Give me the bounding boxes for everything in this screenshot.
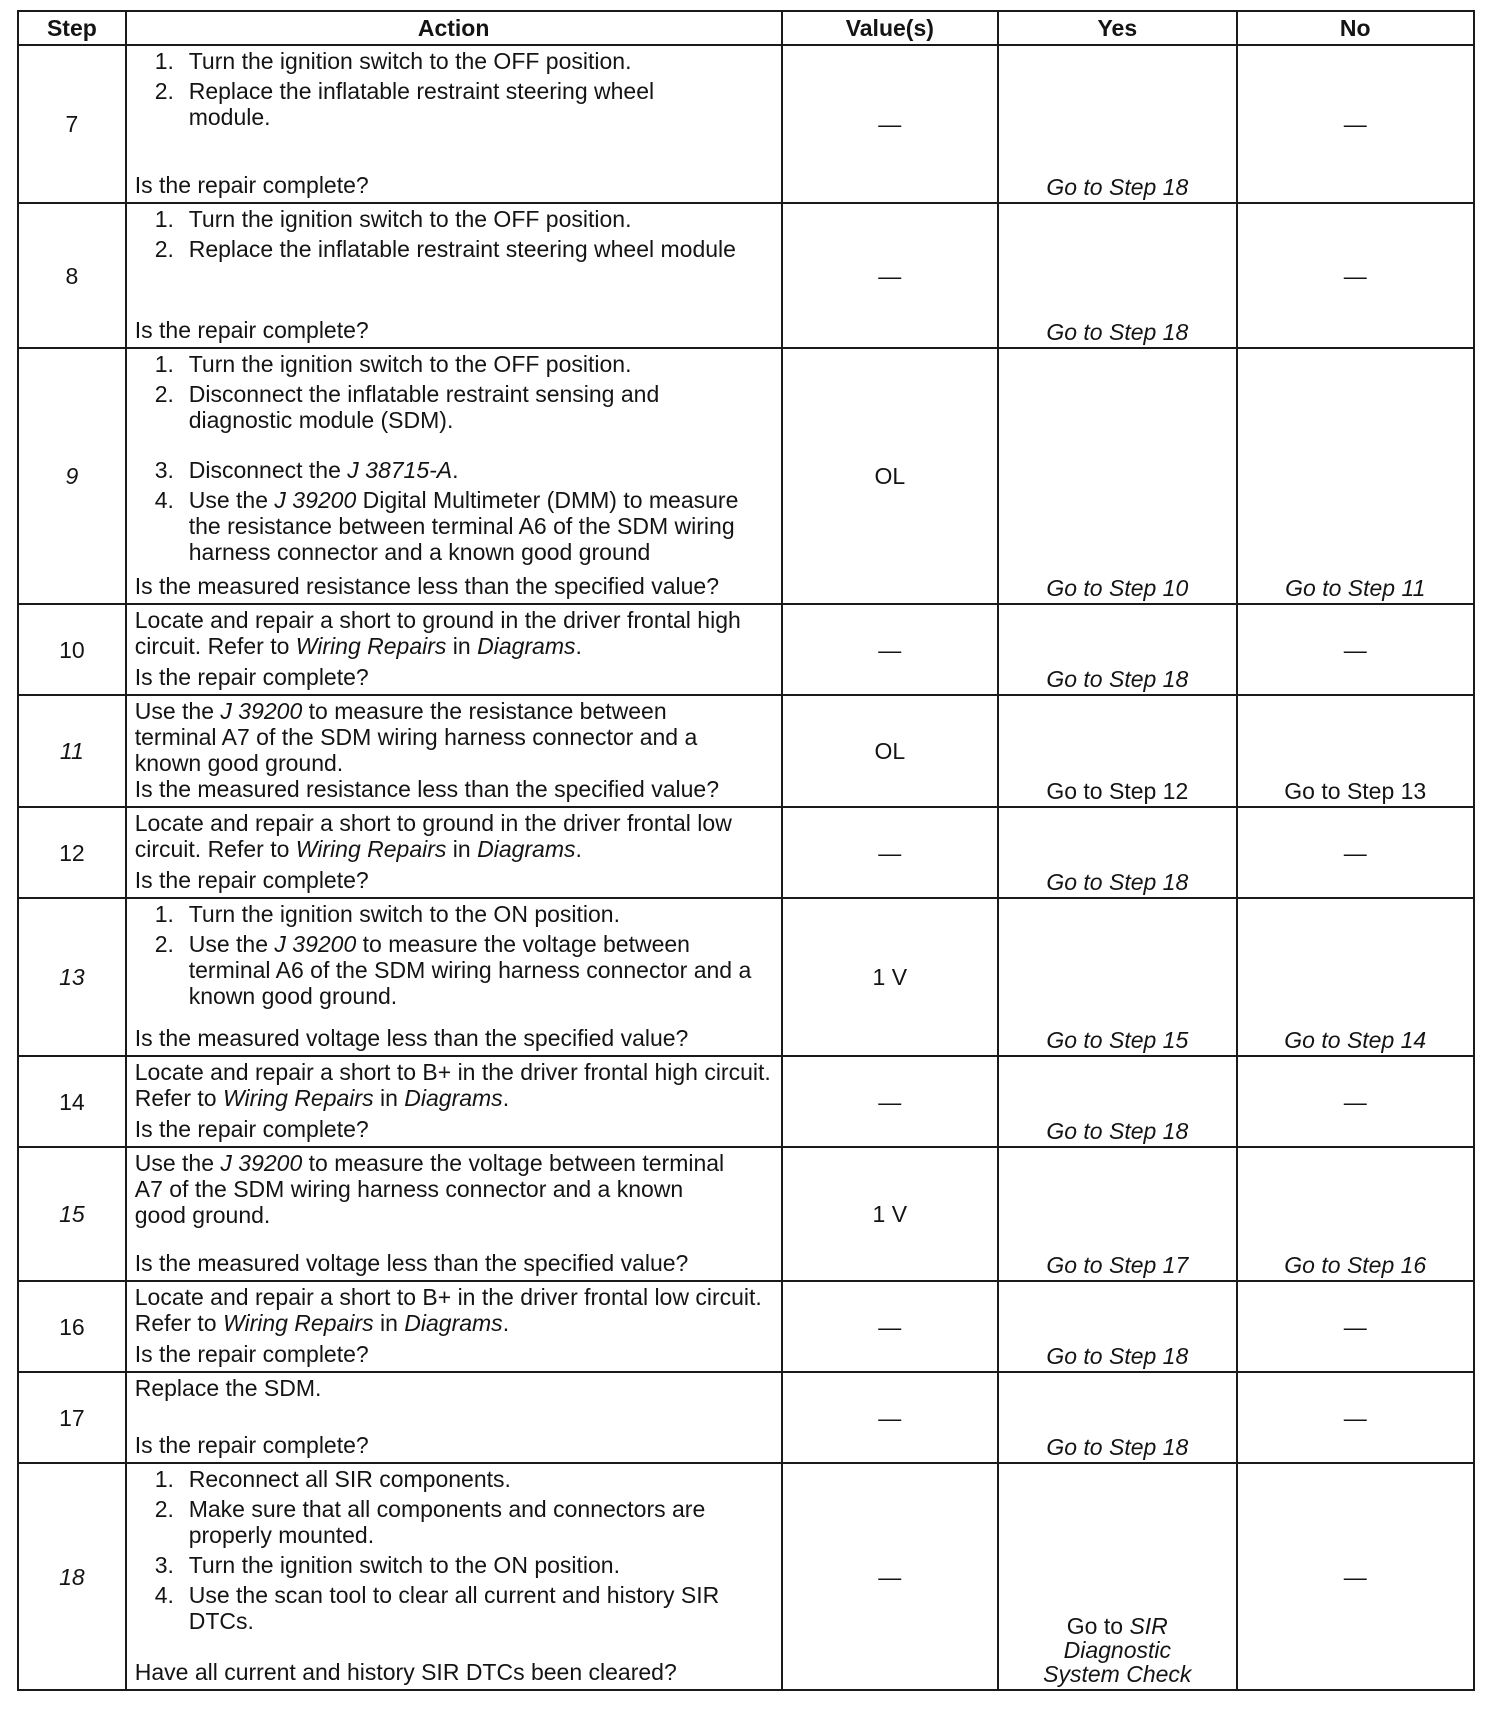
no-goto-link[interactable]: Go to Step 13 xyxy=(1284,778,1427,804)
yes-goto-link[interactable]: Go to Step 18 xyxy=(1046,1118,1189,1144)
header-values: Value(s) xyxy=(782,11,999,45)
action-question: Is the measured resistance less than the specified value? xyxy=(134,776,720,802)
no-cell xyxy=(1237,203,1474,348)
action-cell xyxy=(126,203,782,348)
yes-cell xyxy=(998,1463,1236,1690)
no-goto-link[interactable]: Go to Step 14 xyxy=(1284,1027,1427,1053)
step-number: 8 xyxy=(18,203,126,348)
no-value: — xyxy=(1343,111,1367,137)
action-cell xyxy=(126,1056,782,1147)
yes-goto-link[interactable]: Go to Step 17 xyxy=(1046,1252,1189,1278)
yes-cell xyxy=(998,604,1236,695)
no-value: — xyxy=(1343,1563,1367,1590)
no-cell xyxy=(1237,1056,1474,1147)
table-row xyxy=(18,1463,1474,1690)
value-cell: — xyxy=(782,1056,999,1147)
table-row xyxy=(18,203,1474,348)
action-text: Replace the SDM. xyxy=(134,1375,322,1401)
action-text: Locate and repair a short to B+ in the driver frontal low circuit. Refer to Wiring Repairs in Diagrams. xyxy=(134,1284,762,1336)
yes-cell xyxy=(998,695,1236,807)
action-text: Locate and repair a short to ground in the driver frontal low circuit. Refer to Wiring Repairs in Diagrams. xyxy=(134,810,732,862)
action-question: Is the repair complete? xyxy=(134,317,369,343)
value-cell: OL xyxy=(782,695,999,807)
no-value: — xyxy=(1343,1088,1367,1115)
action-question: Have all current and history SIR DTCs been cleared? xyxy=(134,1659,677,1685)
yes-cell xyxy=(998,348,1236,604)
action-question: Is the measured voltage less than the specified value? xyxy=(134,1250,689,1276)
action-text: Locate and repair a short to B+ in the driver frontal high circuit. Refer to Wiring Repairs in Diagrams. xyxy=(134,1059,771,1111)
yes-cell xyxy=(998,1147,1236,1281)
action-item: 3. Turn the ignition switch to the ON position. xyxy=(154,1552,620,1578)
header-row xyxy=(18,11,1474,45)
no-goto-link[interactable]: Go to Step 11 xyxy=(1285,575,1426,601)
action-item: 2. Make sure that all components and connectors are properly mounted. xyxy=(154,1496,706,1548)
step-number: 16 xyxy=(18,1281,126,1372)
value-cell: 1 V xyxy=(782,898,999,1056)
table-row xyxy=(18,1281,1474,1372)
action-text: Locate and repair a short to ground in the driver frontal high circuit. Refer to Wiring Repairs in Diagrams. xyxy=(134,607,741,659)
step-number: 7 xyxy=(18,45,126,203)
yes-cell xyxy=(998,1056,1236,1147)
table-row xyxy=(18,1372,1474,1463)
action-question: Is the measured resistance less than the specified value? xyxy=(134,573,720,599)
step-number: 13 xyxy=(18,898,126,1056)
no-value: — xyxy=(1343,839,1367,866)
action-item: 1. Turn the ignition switch to the OFF position. xyxy=(154,48,632,74)
action-item: 1. Turn the ignition switch to the OFF position. xyxy=(154,206,632,232)
no-cell xyxy=(1237,1281,1474,1372)
step-number: 18 xyxy=(18,1463,126,1690)
value-cell: — xyxy=(782,604,999,695)
step-number: 17 xyxy=(18,1372,126,1463)
no-cell xyxy=(1237,1372,1474,1463)
no-cell xyxy=(1237,348,1474,604)
no-value: — xyxy=(1343,1404,1367,1431)
header-no: No xyxy=(1237,11,1474,45)
table-row xyxy=(18,348,1474,604)
value-cell: — xyxy=(782,1463,999,1690)
yes-cell xyxy=(998,1372,1236,1463)
table-row xyxy=(18,898,1474,1056)
yes-goto-link[interactable]: Go to Step 18 xyxy=(1046,666,1189,692)
no-value: — xyxy=(1343,262,1367,289)
table-row xyxy=(18,1056,1474,1147)
no-cell xyxy=(1237,45,1474,203)
action-cell xyxy=(126,1463,782,1690)
action-cell xyxy=(126,695,782,807)
step-number: 12 xyxy=(18,807,126,898)
no-goto-link[interactable]: Go to Step 16 xyxy=(1284,1252,1427,1278)
value-cell: — xyxy=(782,807,999,898)
diagnostic-table xyxy=(17,10,1475,1691)
action-text: Use the J 39200 to measure the resistance between terminal A7 of the SDM wiring harness connector and a known good ground. xyxy=(134,698,698,776)
action-item: 1. Turn the ignition switch to the OFF position. xyxy=(154,351,632,377)
header-yes: Yes xyxy=(998,11,1236,45)
value-cell: — xyxy=(782,1372,999,1463)
header-step: Step xyxy=(18,11,126,45)
yes-goto-link[interactable]: Go to Step 12 xyxy=(1046,778,1189,804)
yes-cell xyxy=(998,898,1236,1056)
no-cell xyxy=(1237,695,1474,807)
step-number: 15 xyxy=(18,1147,126,1281)
yes-goto-link[interactable]: Go to SIR Diagnostic System Check xyxy=(1043,1613,1192,1687)
action-cell xyxy=(126,348,782,604)
table-row xyxy=(18,807,1474,898)
action-cell xyxy=(126,1372,782,1463)
table-row xyxy=(18,45,1474,203)
step-number: 10 xyxy=(18,604,126,695)
no-cell xyxy=(1237,898,1474,1056)
action-item: 2. Replace the inflatable restraint steering wheel module. xyxy=(154,78,655,130)
value-cell: 1 V xyxy=(782,1147,999,1281)
action-cell xyxy=(126,898,782,1056)
action-item: 2. Use the J 39200 to measure the voltage between terminal A6 of the SDM wiring harness connector and a known good ground. xyxy=(154,931,752,1009)
value-cell: — xyxy=(782,45,999,203)
action-item: 1. Reconnect all SIR components. xyxy=(154,1466,511,1492)
yes-goto-link[interactable]: Go to Step 18 xyxy=(1046,1434,1189,1460)
step-number: 14 xyxy=(18,1056,126,1147)
action-question: Is the repair complete? xyxy=(134,1432,369,1458)
yes-cell xyxy=(998,807,1236,898)
table-row xyxy=(18,604,1474,695)
no-cell xyxy=(1237,604,1474,695)
no-cell xyxy=(1237,1147,1474,1281)
action-cell xyxy=(126,604,782,695)
action-item: 4. Use the J 39200 Digital Multimeter (DMM) to measure the resistance between terminal A6 of the SDM wiring harness connector and a known good ground xyxy=(154,487,739,565)
yes-goto-link[interactable]: Go to Step 18 xyxy=(1046,174,1189,200)
action-question: Is the repair complete? xyxy=(134,664,369,690)
yes-goto-link[interactable]: Go to Step 18 xyxy=(1046,1343,1189,1369)
step-number: 11 xyxy=(18,695,126,807)
yes-cell xyxy=(998,1281,1236,1372)
action-question: Is the repair complete? xyxy=(134,172,369,198)
value-cell: OL xyxy=(782,348,999,604)
action-item: 2. Disconnect the inflatable restraint sensing and diagnostic module (SDM). xyxy=(154,381,660,433)
step-number: 9 xyxy=(18,348,126,604)
yes-cell xyxy=(998,45,1236,203)
action-text: Use the J 39200 to measure the voltage between terminal A7 of the SDM wiring harness connector and a known good ground. xyxy=(134,1150,725,1228)
no-cell xyxy=(1237,807,1474,898)
action-cell xyxy=(126,807,782,898)
yes-goto-link[interactable]: Go to Step 18 xyxy=(1046,319,1189,345)
action-item: 2. Replace the inflatable restraint steering wheel module xyxy=(154,236,736,262)
action-question: Is the measured voltage less than the specified value? xyxy=(134,1025,689,1051)
action-question: Is the repair complete? xyxy=(134,867,369,893)
action-item: 1. Turn the ignition switch to the ON position. xyxy=(154,901,620,927)
action-cell xyxy=(126,1147,782,1281)
yes-goto-link[interactable]: Go to Step 10 xyxy=(1046,575,1189,601)
table-row xyxy=(18,695,1474,807)
value-cell: — xyxy=(782,203,999,348)
yes-goto-link[interactable]: Go to Step 15 xyxy=(1046,1027,1189,1053)
action-question: Is the repair complete? xyxy=(134,1116,369,1142)
action-cell xyxy=(126,45,782,203)
yes-cell xyxy=(998,203,1236,348)
value-cell: — xyxy=(782,1281,999,1372)
header-action: Action xyxy=(126,11,782,45)
no-cell xyxy=(1237,1463,1474,1690)
no-value: — xyxy=(1343,636,1367,663)
yes-goto-link[interactable]: Go to Step 18 xyxy=(1046,869,1189,895)
table-row xyxy=(18,1147,1474,1281)
action-cell xyxy=(126,1281,782,1372)
action-question: Is the repair complete? xyxy=(134,1341,369,1367)
action-item: 3. Disconnect the J 38715-A. xyxy=(154,457,459,483)
no-value: — xyxy=(1343,1313,1367,1340)
action-item: 4. Use the scan tool to clear all current and history SIR DTCs. xyxy=(154,1582,720,1634)
